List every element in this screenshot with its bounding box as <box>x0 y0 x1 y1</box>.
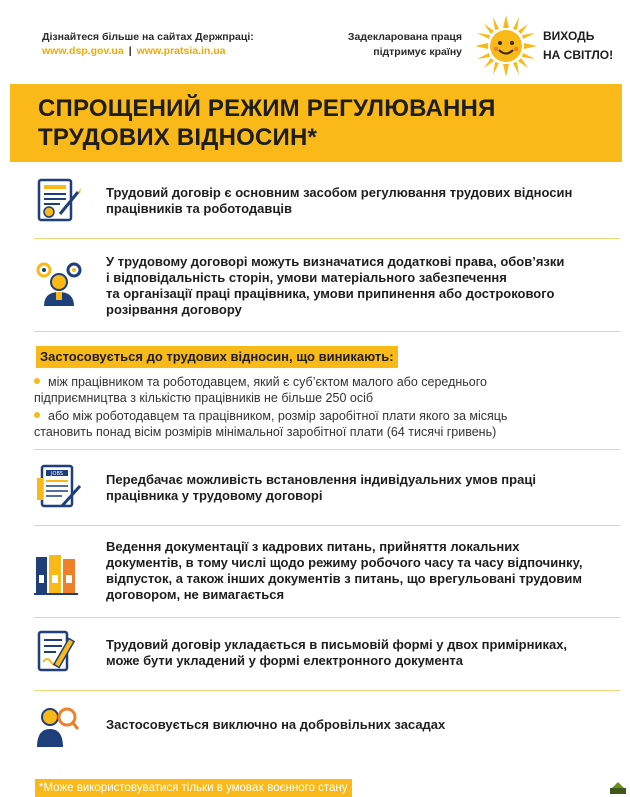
bullet-dot <box>34 378 40 384</box>
learn-more-text: Дізнайтеся більше на сайтах Держпраці: <box>42 31 254 43</box>
item-hr-docs-line-4: договором, не вимагається <box>106 587 285 602</box>
applies-bullet-1 <box>34 374 624 406</box>
slogan <box>322 30 462 60</box>
applies-bullet-1-line-1: між працівником та роботодавцем, який є суб’єктом малого або середнього <box>48 375 487 389</box>
bullet-dot <box>34 412 40 418</box>
site-separator: | <box>128 45 132 57</box>
item-hr-docs-text <box>106 539 582 603</box>
campaign-name <box>543 27 613 65</box>
item-rights-line-3: та організації праці працівника, умови припинення або дострокового <box>106 286 555 301</box>
title-line-1: СПРОЩЕНИЙ РЕЖИМ РЕГУЛЮВАННЯ <box>38 95 496 122</box>
title-line-2: ТРУДОВИХ ВІДНОСИН* <box>38 124 318 151</box>
applies-heading: Застосовується до трудових відносин, що виникають: <box>36 346 398 368</box>
item-individual-text <box>106 472 536 504</box>
item-written-line-1: Трудовий договір укладається в письмовій формі у двох примірниках, <box>106 637 568 652</box>
slogan-line-1: Задекларована праця <box>347 31 462 43</box>
item-rights-line-2: і відповідальність сторін, умови матеріального забезпечення <box>106 270 507 285</box>
signing-document-icon <box>35 628 79 674</box>
item-hr-docs-line-3: відпусток, а також інших документів з питань, що врегульовані трудовим <box>106 571 582 586</box>
decorative-corner-icon <box>608 780 628 796</box>
footnote: *Може використовуватися тільки в умовах воєнного стану <box>35 779 352 797</box>
item-rights-text <box>106 254 564 318</box>
campaign-line-2: НА СВІТЛО! <box>543 48 614 62</box>
item-rights-line-1: У трудовому договорі можуть визначатися додаткові права, обов’язки <box>106 254 565 269</box>
item-individual-line-2: працівника у трудовому договорі <box>106 488 323 503</box>
item-hr-docs-line-2: документів, в тому числі щодо режиму робочого часу та часу відпочинку, <box>106 555 583 570</box>
item-contract-text <box>106 185 572 217</box>
applies-bullet-2-line-1: або між роботодавцем та працівником, розмір заробітної плати якого за місяць <box>48 409 508 423</box>
item-contract-line-1: Трудовий договір є основним засобом регулювання трудових відносин <box>106 185 573 200</box>
applies-bullet-2-line-2: становить понад вісім розмірів мінімальної заробітної плати (64 тисячі гривень) <box>34 425 497 439</box>
item-written-line-2: може бути укладений у формі електронного документа <box>106 653 464 668</box>
svg-text:JOBS: JOBS <box>51 471 63 477</box>
applies-bullet-2 <box>34 408 624 440</box>
site-link-pratsia[interactable]: www.pratsia.in.ua <box>136 45 226 57</box>
worker-gears-icon <box>36 262 82 308</box>
item-voluntary-text: Застосовується виключно на добровільних засадах <box>106 717 446 732</box>
header <box>0 0 630 84</box>
person-search-icon <box>35 705 79 749</box>
header-sites <box>42 30 254 58</box>
campaign-line-1: ВИХОДЬ <box>543 29 595 43</box>
item-hr-docs-line-1: Ведення документації з кадрових питань, прийняття локальних <box>106 539 520 554</box>
contract-document-icon <box>36 178 82 224</box>
divider <box>34 617 620 618</box>
item-individual-line-1: Передбачає можливість встановлення індивідуальних умов праці <box>106 472 536 487</box>
divider <box>34 331 620 332</box>
divider <box>34 690 620 691</box>
item-written-text <box>106 637 567 669</box>
divider <box>34 525 620 526</box>
slogan-line-2: підтримує країну <box>373 46 462 58</box>
folders-icon <box>34 553 78 597</box>
page-title <box>38 94 496 152</box>
applies-bullet-1-line-2: підприємництва з кількістю працівників не більше 250 осіб <box>34 391 374 405</box>
jobs-document-icon <box>36 464 82 510</box>
item-contract-line-2: працівників та роботодавців <box>106 201 292 216</box>
item-rights-line-4: розірвання договору <box>106 302 242 317</box>
sun-logo-icon <box>473 13 539 79</box>
divider <box>34 238 620 239</box>
divider <box>34 449 620 450</box>
title-banner <box>10 84 622 162</box>
site-link-dsp[interactable]: www.dsp.gov.ua <box>42 45 124 57</box>
